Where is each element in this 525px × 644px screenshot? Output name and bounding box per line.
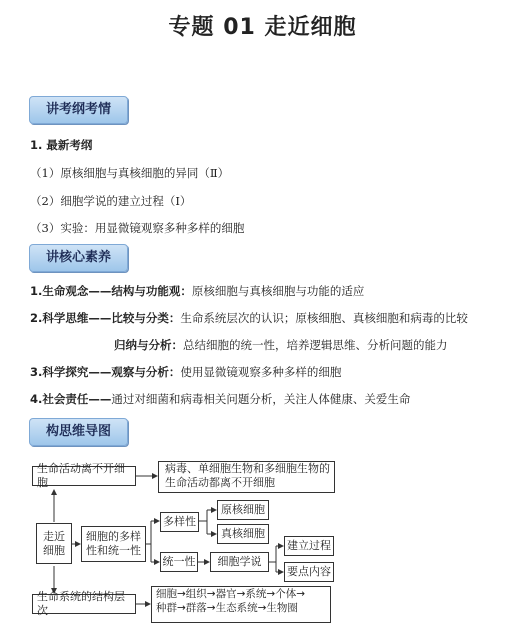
node-cell-theory: 细胞学说 (210, 552, 269, 572)
core-row (30, 283, 364, 299)
core-row-key: 科学思维——比较与分类： (42, 311, 181, 325)
node-text: 细胞 (43, 543, 65, 557)
node-text: 走近 (43, 529, 65, 543)
node-text: 细胞的多样 (86, 530, 141, 543)
core-row-num: 4. (30, 392, 43, 406)
exam-item: （3）实验：用显微镜观察多种多样的细胞 (30, 221, 245, 235)
node-text: 性和统一性 (86, 544, 141, 557)
section-badge-exam: 讲考纲考情 (29, 96, 128, 124)
section-badge-map: 构思维导图 (29, 418, 128, 446)
node-content: 要点内容 (284, 562, 334, 582)
node-cell-life: 生命活动离不开细胞 (32, 466, 136, 486)
core-row (114, 337, 448, 353)
core-row-text: 通过对细菌和病毒相关问题分析，关注人体健康、关爱生命 (111, 392, 411, 406)
node-text: 病毒、单细胞生物和多细胞生物的 (165, 462, 330, 475)
core-row-num: 3. (30, 365, 43, 379)
node-level-chain (151, 586, 331, 623)
node-process: 建立过程 (284, 536, 334, 556)
core-row-key: 归纳与分析： (114, 338, 183, 352)
page-title: 专题 01 走近细胞 (168, 15, 357, 40)
node-diversity: 多样性 (160, 512, 199, 532)
node-text: 种群→群落→生态系统→生物圈 (156, 602, 298, 614)
node-text: 细胞→组织→器官→系统→个体→ (156, 588, 305, 600)
core-row-key: 社会责任—— (42, 392, 112, 406)
exam-heading (30, 137, 92, 153)
node-cell-life-detail (158, 461, 335, 493)
core-row (30, 310, 468, 326)
node-unity: 统一性 (160, 552, 198, 572)
node-diversity-unity (81, 526, 146, 562)
node-text: 生命活动都离不开细胞 (165, 476, 275, 489)
node-levels: 生命系统的结构层次 (32, 594, 136, 614)
core-row (30, 364, 341, 380)
exam-heading-text: 1. 最新考纲 (30, 138, 93, 152)
core-row-num: 2. (30, 311, 43, 325)
core-row-text: 总结细胞的统一性，培养逻辑思维、分析问题的能力 (183, 338, 448, 352)
core-row (30, 391, 410, 407)
core-row-text: 生命系统层次的认识；原核细胞、真核细胞和病毒的比较 (180, 311, 468, 325)
core-row-key: 生命观念——结构与功能观： (42, 284, 192, 298)
exam-item: （1）原核细胞与真核细胞的异同（Ⅱ） (30, 166, 230, 180)
section-badge-core: 讲核心素养 (29, 244, 128, 272)
core-row-text: 原核细胞与真核细胞与功能的适应 (191, 284, 365, 298)
core-row-num: 1. (30, 284, 43, 298)
node-root (36, 523, 72, 564)
node-eukaryote: 真核细胞 (217, 524, 269, 544)
core-row-key: 科学探究——观察与分析： (42, 365, 181, 379)
core-row-text: 使用显微镜观察多种多样的细胞 (180, 365, 342, 379)
exam-item: （2）细胞学说的建立过程（Ⅰ） (30, 194, 192, 208)
node-prokaryote: 原核细胞 (217, 500, 269, 520)
